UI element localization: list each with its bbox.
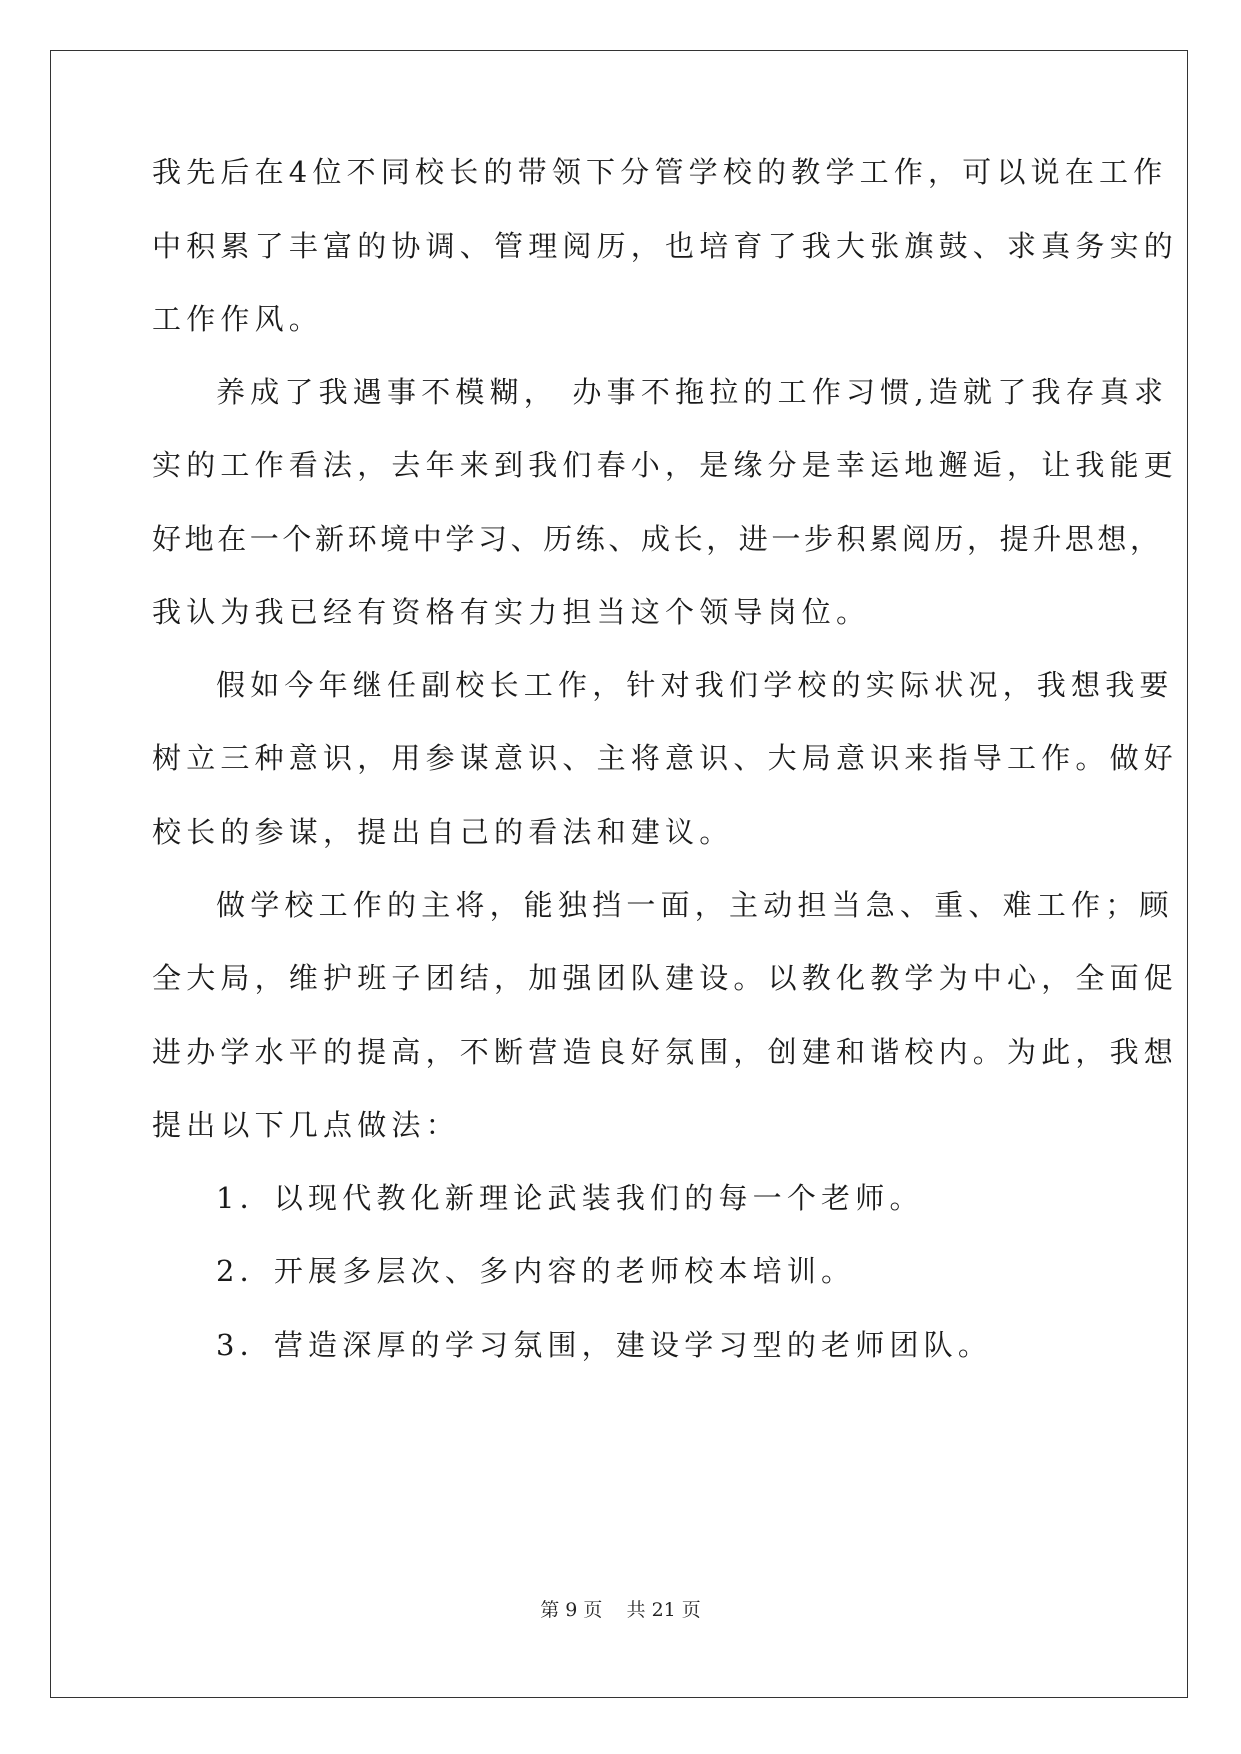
list-item: 2．开展多层次、多内容的老师校本培训。 xyxy=(216,1254,856,1288)
list-item: 3．营造深厚的学习氛围，建设学习型的老师团队。 xyxy=(216,1328,993,1362)
text-line: 中积累了丰富的协调、管理阅历，也培育了我大张旗鼓、求真务实的 xyxy=(152,229,1179,263)
text-line: 实的工作看法，去年来到我们春小，是缘分是幸运地邂逅，让我能更 xyxy=(152,448,1179,482)
paragraph-start: 做学校工作的主将，能独挡一面，主动担当急、重、难工作；顾 xyxy=(216,888,1174,922)
text-line: 进办学水平的提高，不断营造良好氛围，创建和谐校内。为此，我想 xyxy=(152,1035,1179,1069)
text-line: 我认为我已经有资格有实力担当这个领导岗位。 xyxy=(152,595,871,629)
text-line: 提出以下几点做法： xyxy=(152,1108,460,1142)
page-number-footer: 第 9 页 共 21 页 xyxy=(540,1599,701,1621)
text-line: 树立三种意识，用参谋意识、主将意识、大局意识来指导工作。做好 xyxy=(152,741,1179,775)
text-line: 校长的参谋，提出自己的看法和建议。 xyxy=(152,815,734,849)
text-line: 好地在一个新环境中学习、历练、成长，进一步积累阅历，提升思想， xyxy=(152,522,1163,556)
list-item: 1．以现代教化新理论武装我们的每一个老师。 xyxy=(216,1181,924,1215)
text-line: 我先后在4位不同校长的带领下分管学校的教学工作，可以说在工作 xyxy=(152,155,1168,189)
paragraph-start: 养成了我遇事不模糊， 办事不拖拉的工作习惯,造就了我存真求 xyxy=(216,375,1169,409)
paragraph-start: 假如今年继任副校长工作，针对我们学校的实际状况，我想我要 xyxy=(216,668,1174,702)
page-border xyxy=(50,50,1188,1698)
text-line: 工作作风。 xyxy=(152,302,324,336)
text-line: 全大局，维护班子团结，加强团队建设。以教化教学为中心，全面促 xyxy=(152,961,1179,995)
